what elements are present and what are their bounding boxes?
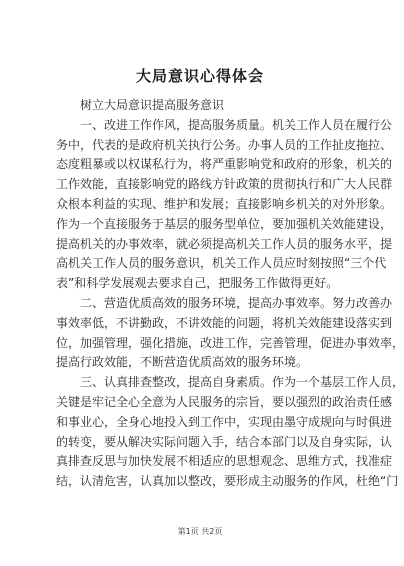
body-line: 众根本利益的实现、维护和发展；直接影响乡机关的对外形象。	[56, 196, 393, 211]
body-line: 位，加强管理，强化措施，改进工作，完善管理，促进办事效率，	[56, 335, 404, 350]
body-line: 真排查反思与加快发展不相适应的思想观念、思维方式，找准症	[56, 454, 393, 469]
body-line: 的转变，要从解决实际问题入手，结合本部门以及自身实际，认	[56, 434, 393, 449]
body-line: 态度粗暴或以权谋私行为，将严重影响党和政府的形象，机关的	[56, 157, 393, 172]
body-line: 树立大局意识提高服务意识	[80, 98, 225, 112]
body-line: 高机关工作人员的服务意识，机关工作人员应时刻按照“三个代	[56, 256, 387, 271]
body-line: 作为一个直接服务于基层的服务型单位，要加强机关效能建设，	[56, 216, 393, 231]
body-line: 提高机关的办事效率，就必须提高机关工作人员的服务水平，提	[56, 236, 393, 251]
document-body	[56, 96, 404, 492]
body-line: 一、改进工作作风，提高服务质量。机关工作人员在履行公	[80, 117, 393, 132]
body-line: 务中，代表的是政府机关执行公务。办事人员的工作扯皮拖拉、	[56, 137, 393, 152]
document-title: 大局意识心得体会	[135, 67, 264, 85]
page-footer: 第1页 共2页	[177, 527, 223, 536]
body-line: 二、营造优质高效的服务环境，提高办事效率。努力改善办	[80, 295, 393, 310]
body-line: 事效率低，不讲勤政，不讲效能的问题，将机关效能建设落实到	[56, 315, 393, 330]
body-line: 关键是牢记全心全意为人民服务的宗旨，要以强烈的政治责任感	[56, 394, 393, 409]
body-line: 工作效能，直接影响党的路线方针政策的贯彻执行和广大人民群	[56, 177, 393, 192]
body-line: 和事业心，全身心地投入到工作中，实现由墨守成规向与时俱进	[56, 414, 393, 429]
body-line: 提高行政效能，不断营造优质高效的服务环境。	[56, 355, 309, 370]
body-line: 表”和科学发展观去要求自己，把服务工作做得更好。	[56, 276, 339, 291]
body-line: 三、认真排查整改，提高自身素质。作为一个基层工作人员，	[80, 375, 404, 390]
body-line: 结，认清危害，认真加以整改，要形成主动服务的作风，杜绝“门	[56, 474, 399, 489]
